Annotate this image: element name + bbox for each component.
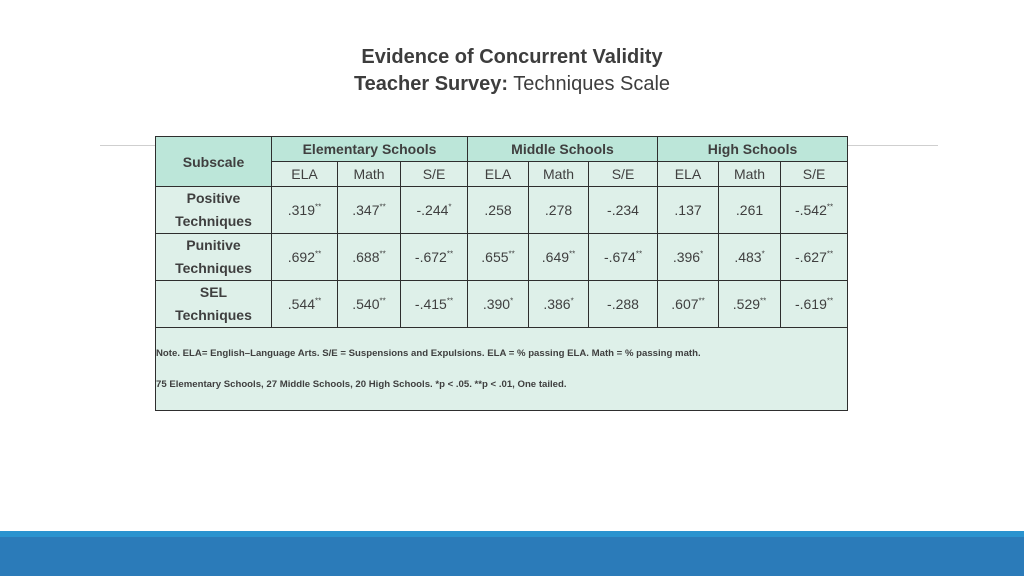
table-cell: -.672** [401, 234, 468, 281]
group-header-elementary: Elementary Schools [272, 137, 468, 162]
col-header-ela: ELA [468, 162, 529, 187]
table-cell: .278 [529, 187, 589, 234]
validity-table [155, 136, 848, 411]
table-cell: .692** [272, 234, 338, 281]
col-header-math: Math [719, 162, 781, 187]
table-cell: .688** [338, 234, 401, 281]
row-label-line-1: Positive [186, 190, 241, 206]
note-line-2: 75 Elementary Schools, 27 Middle Schools, 20 High Schools. *p < .05. **p < .01, One tailed. [156, 378, 567, 390]
title-line-2 [0, 71, 1024, 98]
table-cell: .396* [658, 234, 719, 281]
row-label-line-2: Techniques [175, 213, 252, 229]
table-row [156, 234, 848, 281]
divider-left [100, 145, 156, 146]
row-label-line-2: Techniques [175, 307, 252, 323]
table-cell: .390* [468, 281, 529, 328]
table-cell: -.627** [781, 234, 848, 281]
table-cell: .607** [658, 281, 719, 328]
note-row [156, 328, 848, 411]
table-cell: .386* [529, 281, 589, 328]
table-cell: -.619** [781, 281, 848, 328]
table-cell: .483* [719, 234, 781, 281]
row-label-line-2: Techniques [175, 260, 252, 276]
col-header-se: S/E [781, 162, 848, 187]
table-note [156, 328, 848, 411]
subscale-header: Subscale [156, 137, 272, 187]
table-cell: .137 [658, 187, 719, 234]
table-row [156, 281, 848, 328]
table-cell: .540** [338, 281, 401, 328]
row-label [156, 234, 272, 281]
col-header-math: Math [529, 162, 589, 187]
col-header-se: S/E [401, 162, 468, 187]
col-header-ela: ELA [658, 162, 719, 187]
table-cell: .261 [719, 187, 781, 234]
group-header-high: High Schools [658, 137, 848, 162]
group-header-row [156, 137, 848, 162]
title-line-1: Evidence of Concurrent Validity [361, 46, 663, 68]
table-cell: .529** [719, 281, 781, 328]
note-line-1: Note. ELA= English–Language Arts. S/E = Suspensions and Expulsions. ELA = % passing ELA. Math = % passing math. [156, 347, 701, 359]
col-header-ela: ELA [272, 162, 338, 187]
table-cell: .649** [529, 234, 589, 281]
col-header-se: S/E [589, 162, 658, 187]
row-label-line-1: Punitive [186, 237, 241, 253]
footer-bar [0, 537, 1024, 576]
table-cell: -.415** [401, 281, 468, 328]
table-cell: -.288 [589, 281, 658, 328]
table-cell: -.234 [589, 187, 658, 234]
table-cell: .347** [338, 187, 401, 234]
table-cell: .319** [272, 187, 338, 234]
row-label-line-1: SEL [199, 284, 228, 300]
table-cell: -.542** [781, 187, 848, 234]
title-line-2-bold: Teacher Survey: [353, 73, 509, 95]
title-line-2-rest: Techniques Scale [508, 73, 671, 95]
col-header-math: Math [338, 162, 401, 187]
slide-title [0, 44, 1024, 98]
row-label [156, 281, 272, 328]
divider-right [846, 145, 938, 146]
table-cell: .544** [272, 281, 338, 328]
table-cell: .258 [468, 187, 529, 234]
row-label [156, 187, 272, 234]
table-cell: -.674** [589, 234, 658, 281]
group-header-middle: Middle Schools [468, 137, 658, 162]
table-row [156, 187, 848, 234]
table-cell: .655** [468, 234, 529, 281]
table-cell: -.244* [401, 187, 468, 234]
